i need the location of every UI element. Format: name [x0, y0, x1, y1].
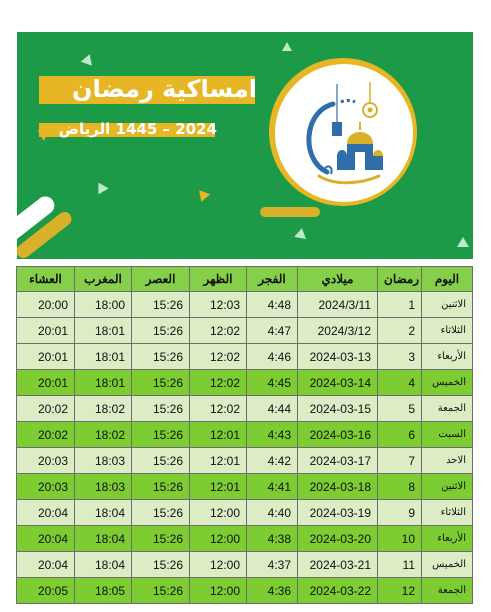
ramadan-day-cell: 4 — [378, 370, 422, 396]
maghrib-cell: 18:04 — [75, 526, 132, 552]
asr-cell: 15:26 — [132, 344, 190, 370]
asr-cell: 15:26 — [132, 552, 190, 578]
maghrib-cell: 18:05 — [75, 578, 132, 604]
fajr-cell: 4:48 — [247, 292, 298, 318]
fajr-cell: 4:47 — [247, 318, 298, 344]
table-row — [17, 578, 473, 604]
gregorian-date-cell: 2024-03-21 — [298, 552, 378, 578]
header-asr: العصر — [132, 267, 190, 292]
asr-cell: 15:26 — [132, 526, 190, 552]
fajr-cell: 4:42 — [247, 448, 298, 474]
header-ramadan: رمضان — [378, 267, 422, 292]
weekday-cell: الاثنين — [422, 292, 473, 318]
dhuhr-cell: 12:02 — [190, 396, 247, 422]
asr-cell: 15:26 — [132, 422, 190, 448]
header-banner — [17, 32, 473, 259]
dhuhr-cell: 12:00 — [190, 526, 247, 552]
isha-cell: 20:02 — [17, 422, 75, 448]
gregorian-date-cell: 2024-03-13 — [298, 344, 378, 370]
fajr-cell: 4:36 — [247, 578, 298, 604]
ramadan-day-cell: 1 — [378, 292, 422, 318]
weekday-cell: الثلاثاء — [422, 500, 473, 526]
isha-cell: 20:01 — [17, 318, 75, 344]
isha-cell: 20:05 — [17, 578, 75, 604]
dhuhr-cell: 12:01 — [190, 422, 247, 448]
asr-cell: 15:26 — [132, 578, 190, 604]
isha-cell: 20:04 — [17, 500, 75, 526]
decor-triangle — [81, 52, 96, 66]
maghrib-cell: 18:01 — [75, 370, 132, 396]
weekday-cell: الأربعاء — [422, 344, 473, 370]
maghrib-cell: 18:04 — [75, 500, 132, 526]
table-row — [17, 396, 473, 422]
asr-cell: 15:26 — [132, 448, 190, 474]
table-row — [17, 422, 473, 448]
table-row — [17, 292, 473, 318]
isha-cell: 20:00 — [17, 292, 75, 318]
table-header-row — [17, 267, 473, 292]
fajr-cell: 4:40 — [247, 500, 298, 526]
dhuhr-cell: 12:03 — [190, 292, 247, 318]
dhuhr-cell: 12:02 — [190, 318, 247, 344]
isha-cell: 20:02 — [17, 396, 75, 422]
page-subtitle: 2024 – 1445 الرياض — [58, 120, 217, 138]
gregorian-date-cell: 2024/3/12 — [298, 318, 378, 344]
weekday-cell: الجمعة — [422, 396, 473, 422]
dhuhr-cell: 12:01 — [190, 474, 247, 500]
maghrib-cell: 18:04 — [75, 552, 132, 578]
ramadan-day-cell: 6 — [378, 422, 422, 448]
maghrib-cell: 18:02 — [75, 422, 132, 448]
asr-cell: 15:26 — [132, 500, 190, 526]
table-row — [17, 552, 473, 578]
gregorian-date-cell: 2024-03-17 — [298, 448, 378, 474]
imsakia-table — [16, 266, 473, 604]
weekday-cell: الثلاثاء — [422, 318, 473, 344]
header-dhuhr: الظهر — [190, 267, 247, 292]
weekday-cell: الخميس — [422, 552, 473, 578]
weekday-cell: الاحد — [422, 448, 473, 474]
gregorian-date-cell: 2024/3/11 — [298, 292, 378, 318]
weekday-cell: الجمعة — [422, 578, 473, 604]
fajr-cell: 4:45 — [247, 370, 298, 396]
gregorian-date-cell: 2024-03-14 — [298, 370, 378, 396]
fajr-cell: 4:41 — [247, 474, 298, 500]
weekday-cell: الأربعاء — [422, 526, 473, 552]
weekday-cell: السبت — [422, 422, 473, 448]
dhuhr-cell: 12:00 — [190, 500, 247, 526]
table-row — [17, 500, 473, 526]
decor-triangle — [196, 190, 211, 204]
header-gregorian: ميلادي — [298, 267, 378, 292]
fajr-cell: 4:44 — [247, 396, 298, 422]
header-maghrib: المغرب — [75, 267, 132, 292]
table-row — [17, 526, 473, 552]
table-row — [17, 474, 473, 500]
ramadan-day-cell: 10 — [378, 526, 422, 552]
isha-cell: 20:04 — [17, 526, 75, 552]
ramadan-lantern-mosque-logo-icon — [275, 64, 413, 202]
isha-cell: 20:01 — [17, 370, 75, 396]
isha-cell: 20:01 — [17, 344, 75, 370]
ramadan-day-cell: 7 — [378, 448, 422, 474]
gregorian-date-cell: 2024-03-22 — [298, 578, 378, 604]
table-row — [17, 370, 473, 396]
fajr-cell: 4:38 — [247, 526, 298, 552]
maghrib-cell: 18:02 — [75, 396, 132, 422]
ramadan-day-cell: 5 — [378, 396, 422, 422]
maghrib-cell: 18:01 — [75, 318, 132, 344]
asr-cell: 15:26 — [132, 474, 190, 500]
ramadan-day-cell: 12 — [378, 578, 422, 604]
asr-cell: 15:26 — [132, 396, 190, 422]
dhuhr-cell: 12:00 — [190, 552, 247, 578]
gregorian-date-cell: 2024-03-18 — [298, 474, 378, 500]
asr-cell: 15:26 — [132, 370, 190, 396]
ramadan-day-cell: 2 — [378, 318, 422, 344]
isha-cell: 20:03 — [17, 474, 75, 500]
gregorian-date-cell: 2024-03-15 — [298, 396, 378, 422]
table-row — [17, 318, 473, 344]
maghrib-cell: 18:03 — [75, 474, 132, 500]
asr-cell: 15:26 — [132, 292, 190, 318]
decor-bar — [260, 207, 320, 217]
weekday-cell: الخميس — [422, 370, 473, 396]
decor-triangle — [93, 180, 108, 195]
table-body — [17, 292, 473, 604]
table-row — [17, 344, 473, 370]
decor-triangle — [282, 42, 292, 51]
dhuhr-cell: 12:00 — [190, 578, 247, 604]
ramadan-day-cell: 11 — [378, 552, 422, 578]
maghrib-cell: 18:00 — [75, 292, 132, 318]
maghrib-cell: 18:03 — [75, 448, 132, 474]
ramadan-day-cell: 3 — [378, 344, 422, 370]
gregorian-date-cell: 2024-03-19 — [298, 500, 378, 526]
asr-cell: 15:26 — [132, 318, 190, 344]
table-row — [17, 448, 473, 474]
gregorian-date-cell: 2024-03-20 — [298, 526, 378, 552]
dhuhr-cell: 12:01 — [190, 448, 247, 474]
fajr-cell: 4:43 — [247, 422, 298, 448]
header-day: اليوم — [422, 267, 473, 292]
ramadan-day-cell: 9 — [378, 500, 422, 526]
isha-cell: 20:03 — [17, 448, 75, 474]
decor-triangle — [457, 237, 469, 247]
header-isha: العشاء — [17, 267, 75, 292]
page-title: امساكية رمضان — [71, 75, 257, 103]
fajr-cell: 4:46 — [247, 344, 298, 370]
decor-triangle — [294, 227, 308, 239]
gregorian-date-cell: 2024-03-16 — [298, 422, 378, 448]
dhuhr-cell: 12:02 — [190, 370, 247, 396]
isha-cell: 20:04 — [17, 552, 75, 578]
header-fajr: الفجر — [247, 267, 298, 292]
weekday-cell: الاثنين — [422, 474, 473, 500]
ramadan-day-cell: 8 — [378, 474, 422, 500]
fajr-cell: 4:37 — [247, 552, 298, 578]
maghrib-cell: 18:01 — [75, 344, 132, 370]
dhuhr-cell: 12:02 — [190, 344, 247, 370]
